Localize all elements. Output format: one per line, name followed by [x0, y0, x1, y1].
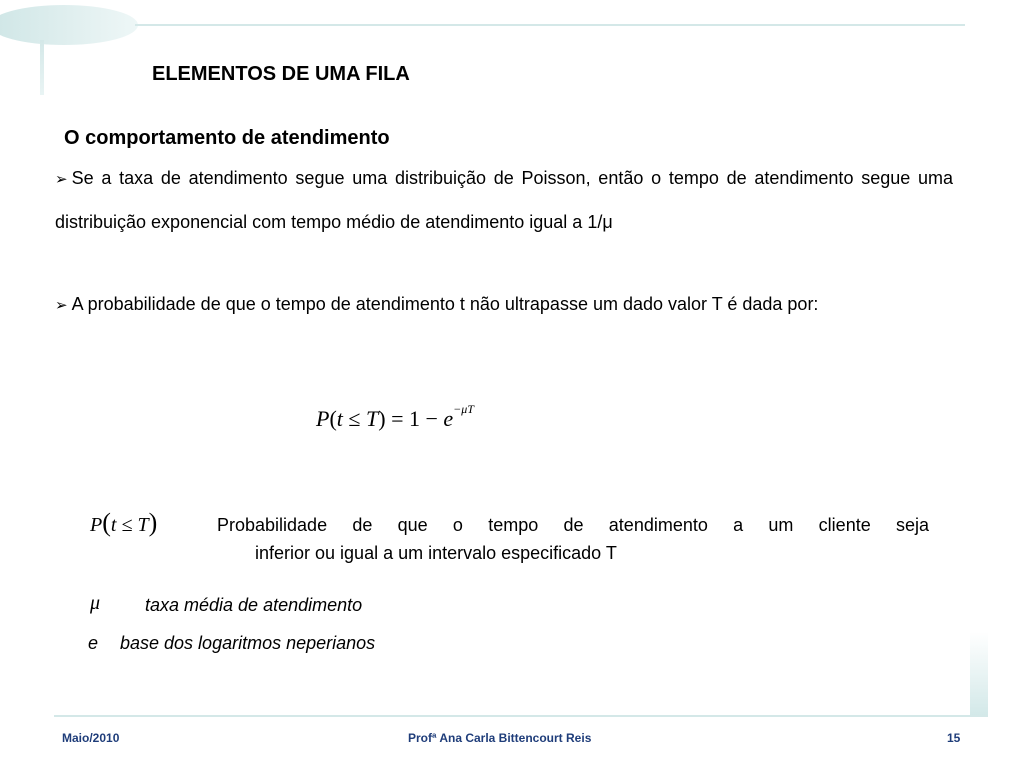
bullet-text-2: A probabilidade de que o tempo de atendimento t não ultrapasse um dado valor T é dada por:: [71, 294, 819, 314]
formula-equals-one-minus: = 1 −: [385, 406, 444, 431]
bullet-paragraph-2: [55, 283, 953, 327]
definition-e-symbol: e: [88, 633, 99, 653]
bullet-paragraph-1: [55, 157, 953, 243]
section-subtitle: O comportamento de atendimento: [64, 127, 390, 149]
definition-mu-symbol: μ: [90, 592, 101, 614]
formula-p: P: [316, 406, 330, 431]
probability-formula: [316, 402, 474, 432]
def-p-letter: P: [90, 514, 103, 536]
arrow-bullet-icon: ➢: [55, 171, 68, 188]
definition-p-text-line2: inferior ou igual a um intervalo especificado T: [255, 543, 617, 563]
formula-exponent: −μT: [453, 402, 474, 416]
formula-leq: ≤: [342, 406, 366, 431]
def-t-letter: t: [110, 514, 117, 536]
decorative-oval: [0, 5, 138, 45]
arrow-bullet-icon: ➢: [55, 297, 68, 314]
formula-t: t: [336, 406, 343, 431]
def-T-letter: T: [137, 514, 149, 536]
formula-e: e: [443, 406, 454, 431]
definition-mu-text: taxa média de atendimento: [145, 595, 363, 615]
footer-date: Maio/2010: [62, 731, 120, 745]
top-divider: [135, 24, 965, 26]
left-accent-bar: [40, 40, 44, 95]
bottom-divider: [54, 715, 988, 717]
bullet-text-1: Se a taxa de atendimento segue uma distribuição de Poisson, então o tempo de atendimento segue uma distribuição exponencial com tempo médio de atendimento igual a 1/μ: [55, 168, 953, 232]
right-accent-bar: [970, 632, 988, 717]
formula-T: T: [365, 406, 379, 431]
def-close-paren: ): [148, 508, 158, 537]
footer-page-number: 15: [947, 731, 961, 745]
formula-open-paren: (: [329, 406, 337, 431]
definition-e-text: base dos logaritmos neperianos: [120, 633, 376, 653]
formula-close-paren: ): [378, 406, 386, 431]
definition-p-symbol: [90, 508, 157, 538]
def-leq: ≤: [116, 514, 138, 536]
footer-author: Profª Ana Carla Bittencourt Reis: [408, 731, 592, 745]
definition-p-text-line1: Probabilidade de que o tempo de atendimento a um cliente seja: [217, 515, 929, 535]
def-open-paren: (: [102, 508, 111, 537]
slide-title: ELEMENTOS DE UMA FILA: [152, 63, 410, 85]
